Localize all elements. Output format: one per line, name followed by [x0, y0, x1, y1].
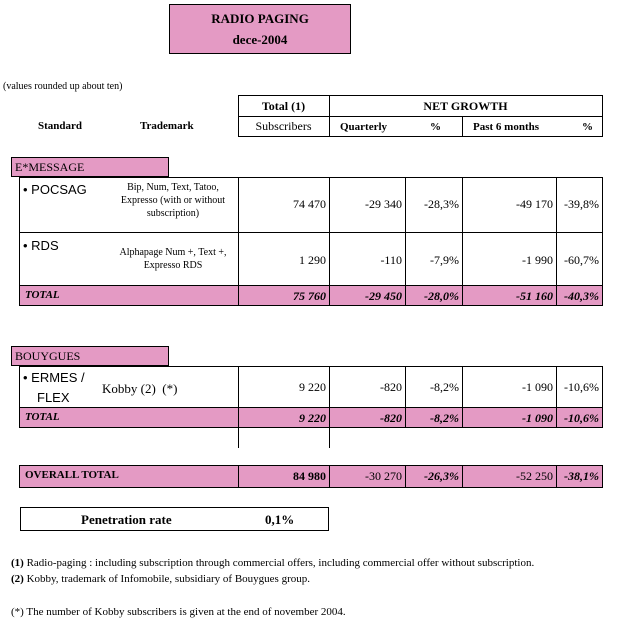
row-pocsag-standard: • POCSAG: [23, 182, 87, 197]
rounding-note: (values rounded up about ten): [3, 81, 123, 92]
emessage-total-quarterly-pct: -28,0%: [424, 289, 459, 303]
bouygues-total-subscribers: 9 220: [299, 411, 326, 425]
bouygues-total-label: TOTAL: [25, 411, 60, 423]
header-net-growth: NET GROWTH: [423, 99, 508, 113]
emessage-total-quarterly: -29 450: [365, 289, 402, 303]
overall-total-quarterly-pct: -26,3%: [424, 469, 459, 483]
footnote-1-text: Radio-paging : including subscription through commercial offers, including commercial offer without subscription.: [23, 557, 535, 569]
footnote-2-text: Kobby, trademark of Infomobile, subsidiary of Bouygues group.: [23, 573, 310, 585]
emessage-total-label: TOTAL: [25, 289, 60, 301]
row-ermes-past6-pct: -10,6%: [564, 380, 599, 394]
row-ermes-subscribers: 9 220: [299, 380, 326, 394]
section-emessage-label: E*MESSAGE: [11, 157, 169, 177]
row-ermes-past6: -1 090: [522, 380, 553, 394]
header-pct-past6: %: [582, 121, 593, 133]
row-pocsag-quarterly-pct: -28,3%: [424, 197, 459, 211]
emessage-total-past6-pct: -40,3%: [564, 289, 599, 303]
header-pct-quarterly: %: [430, 121, 441, 133]
row-pocsag-quarterly: -29 340: [365, 197, 402, 211]
header-quarterly: Quarterly: [340, 121, 388, 133]
row-rds-subscribers: 1 290: [299, 253, 326, 267]
overall-total-label: OVERALL TOTAL: [25, 469, 119, 481]
row-rds-past6: -1 990: [522, 253, 553, 267]
header-standard: Standard: [38, 120, 83, 132]
overall-total-subscribers: 84 980: [293, 469, 326, 483]
row-pocsag-subscribers: 74 470: [293, 197, 326, 211]
row-pocsag-trademark: Bip, Num, Text, Tatoo, Expresso (with or without subscription): [120, 182, 226, 219]
bouygues-total-past6-pct: -10,6%: [564, 411, 599, 425]
emessage-total-past6: -51 160: [516, 289, 553, 303]
report-date: dece-2004: [232, 32, 288, 47]
report-title-box: [169, 4, 351, 54]
overall-total-past6: -52 250: [516, 469, 553, 483]
penetration-rate-value: 0,1%: [265, 512, 295, 527]
header-past-6-months: Past 6 months: [473, 121, 540, 133]
report-title: RADIO PAGING: [211, 11, 309, 26]
footnote-1-mark: (1): [11, 557, 24, 569]
footnote-1: [11, 557, 534, 569]
header-total: Total (1): [261, 99, 306, 113]
header-subscribers: Subscribers: [255, 119, 312, 133]
footnote-3: (*) The number of Kobby subscribers is given at the end of november 2004.: [11, 606, 346, 618]
row-rds-past6-pct: -60,7%: [564, 253, 599, 267]
row-ermes-standard-line2: FLEX: [37, 390, 70, 405]
row-ermes-trademark: Kobby (2) (*): [102, 381, 178, 396]
row-rds-quarterly-pct: -7,9%: [430, 253, 459, 267]
emessage-total-subscribers: 75 760: [293, 289, 326, 303]
row-rds-quarterly: -110: [380, 253, 402, 267]
footnote-2: [11, 573, 310, 585]
row-pocsag-past6: -49 170: [516, 197, 553, 211]
row-rds-standard: • RDS: [23, 238, 59, 253]
row-rds-trademark: Alphapage Num +, Text +, Expresso RDS: [119, 247, 227, 271]
penetration-rate-label: Penetration rate: [81, 512, 172, 527]
overall-total-quarterly: -30 270: [365, 469, 402, 483]
bouygues-total-quarterly-pct: -8,2%: [430, 411, 459, 425]
row-pocsag-past6-pct: -39,8%: [564, 197, 599, 211]
row-ermes-standard: • ERMES /: [23, 370, 85, 385]
header-trademark: Trademark: [140, 120, 194, 132]
row-ermes-quarterly: -820: [380, 380, 402, 394]
bouygues-total-quarterly: -820: [380, 411, 402, 425]
footnote-2-mark: (2): [11, 573, 24, 585]
section-bouygues-label: BOUYGUES: [11, 346, 169, 366]
overall-total-past6-pct: -38,1%: [564, 469, 599, 483]
row-ermes-quarterly-pct: -8,2%: [430, 380, 459, 394]
penetration-rate-box: [20, 507, 329, 531]
bouygues-total-past6: -1 090: [522, 411, 553, 425]
